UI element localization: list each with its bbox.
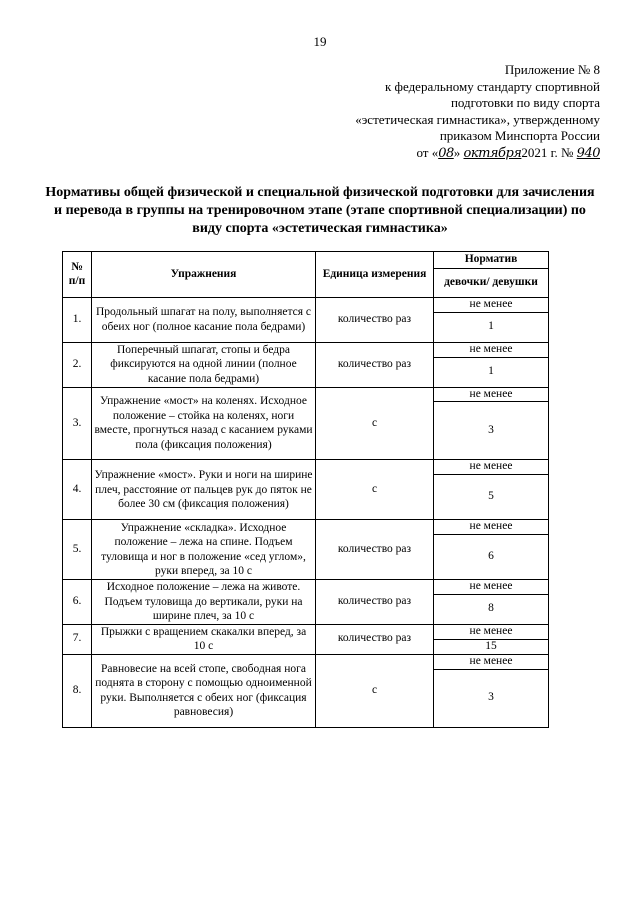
row-norm-label: не менее [434,579,549,594]
table-row [63,387,549,402]
appendix-line: подготовки по виду спорта [450,95,600,110]
appendix-header [300,62,600,162]
row-exercise: Упражнение «мост». Руки и ноги на ширине плеч, расстояние от пальцев рук до пяток не более 30 см (фиксация положения) [92,460,316,520]
table-header-row [63,252,549,269]
norms-table [62,251,549,728]
header-exercise: Упражнения [92,252,316,298]
table-row [63,342,549,357]
row-norm-value: 3 [434,669,549,727]
row-norm-label: не менее [434,460,549,475]
row-unit: количество раз [316,624,434,654]
table-row [63,520,549,535]
page-number: 19 [313,34,327,49]
date-year-part: 2021 г. № [521,144,577,160]
row-norm-label: не менее [434,387,549,402]
row-exercise: Упражнение «складка». Исходное положение – лежа на спине. Подъем туловища и ног в положение «сед углом», руки вперед, за 10 с [92,520,316,580]
date-prefix: от « [416,144,439,160]
row-exercise: Равновесие на всей стопе, свободная нога поднята в сторону с помощью одноименной руки. Выполняется с обеих ног (фиксация равновесия) [92,654,316,727]
appendix-line: «эстетическая гимнастика», утвержденному [355,111,600,127]
document-title: Нормативы общей физической и специальной физической подготовки для зачисления и перевода в группы на тренировочном этапе (этапе спортивной специализации) по виду спорта «эстетическая гимнастика» [45,185,595,236]
row-unit: количество раз [316,579,434,624]
row-unit: с [316,387,434,460]
header-gender: девочки/ девушки [434,269,549,298]
row-unit: количество раз [316,520,434,580]
row-norm-label: не менее [434,520,549,535]
row-exercise: Прыжки с вращением скакалки вперед, за 10 с [92,624,316,654]
row-exercise: Поперечный шпагат, стопы и бедра фиксируются на одной линии (полное касание пола бедрами) [92,342,316,387]
row-norm-value: 1 [434,312,549,342]
appendix-line: приказом Минспорта России [439,128,600,143]
date-after-day: » [453,144,464,160]
row-norm-value: 15 [434,639,549,654]
header-norm: Норматив [434,252,549,269]
row-exercise: Упражнение «мост» на коленях. Исходное положение – стойка на коленях, ноги вместе, прогнуться назад с касанием руками пола (фиксация положения) [92,387,316,460]
table-row [63,624,549,639]
row-num: 4. [63,460,92,520]
row-num: 1. [63,298,92,343]
row-unit: количество раз [316,342,434,387]
header-unit: Единица измерения [316,252,434,298]
row-norm-value: 3 [434,402,549,460]
handwritten-order-number: 940 [576,145,600,161]
row-unit: количество раз [316,298,434,343]
row-norm-value: 5 [434,475,549,520]
row-exercise: Исходное положение – лежа на животе. Подъем туловища до вертикали, руки на ширине плеч, за 10 с [92,579,316,624]
table-row [63,460,549,475]
header-num: № п/п [63,252,92,298]
order-date-line [300,145,600,163]
row-num: 2. [63,342,92,387]
appendix-line: к федеральному стандарту спортивной [384,78,600,94]
row-num: 7. [63,624,92,654]
table-row [63,298,549,313]
row-norm-value: 8 [434,594,549,624]
row-unit: с [316,654,434,727]
row-num: 6. [63,579,92,624]
table-row [63,654,549,669]
row-norm-label: не менее [434,624,549,639]
row-num: 5. [63,520,92,580]
handwritten-month: октября [463,145,522,161]
handwritten-day: 08 [438,145,454,161]
row-norm-label: не менее [434,342,549,357]
row-exercise: Продольный шпагат на полу, выполняется с обеих ног (полное касание пола бедрами) [92,298,316,343]
row-norm-label: не менее [434,654,549,669]
row-norm-label: не менее [434,298,549,313]
row-num: 8. [63,654,92,727]
row-norm-value: 6 [434,534,549,579]
appendix-line: Приложение № 8 [504,62,600,77]
row-norm-value: 1 [434,357,549,387]
row-unit: с [316,460,434,520]
row-num: 3. [63,387,92,460]
table-row [63,579,549,594]
